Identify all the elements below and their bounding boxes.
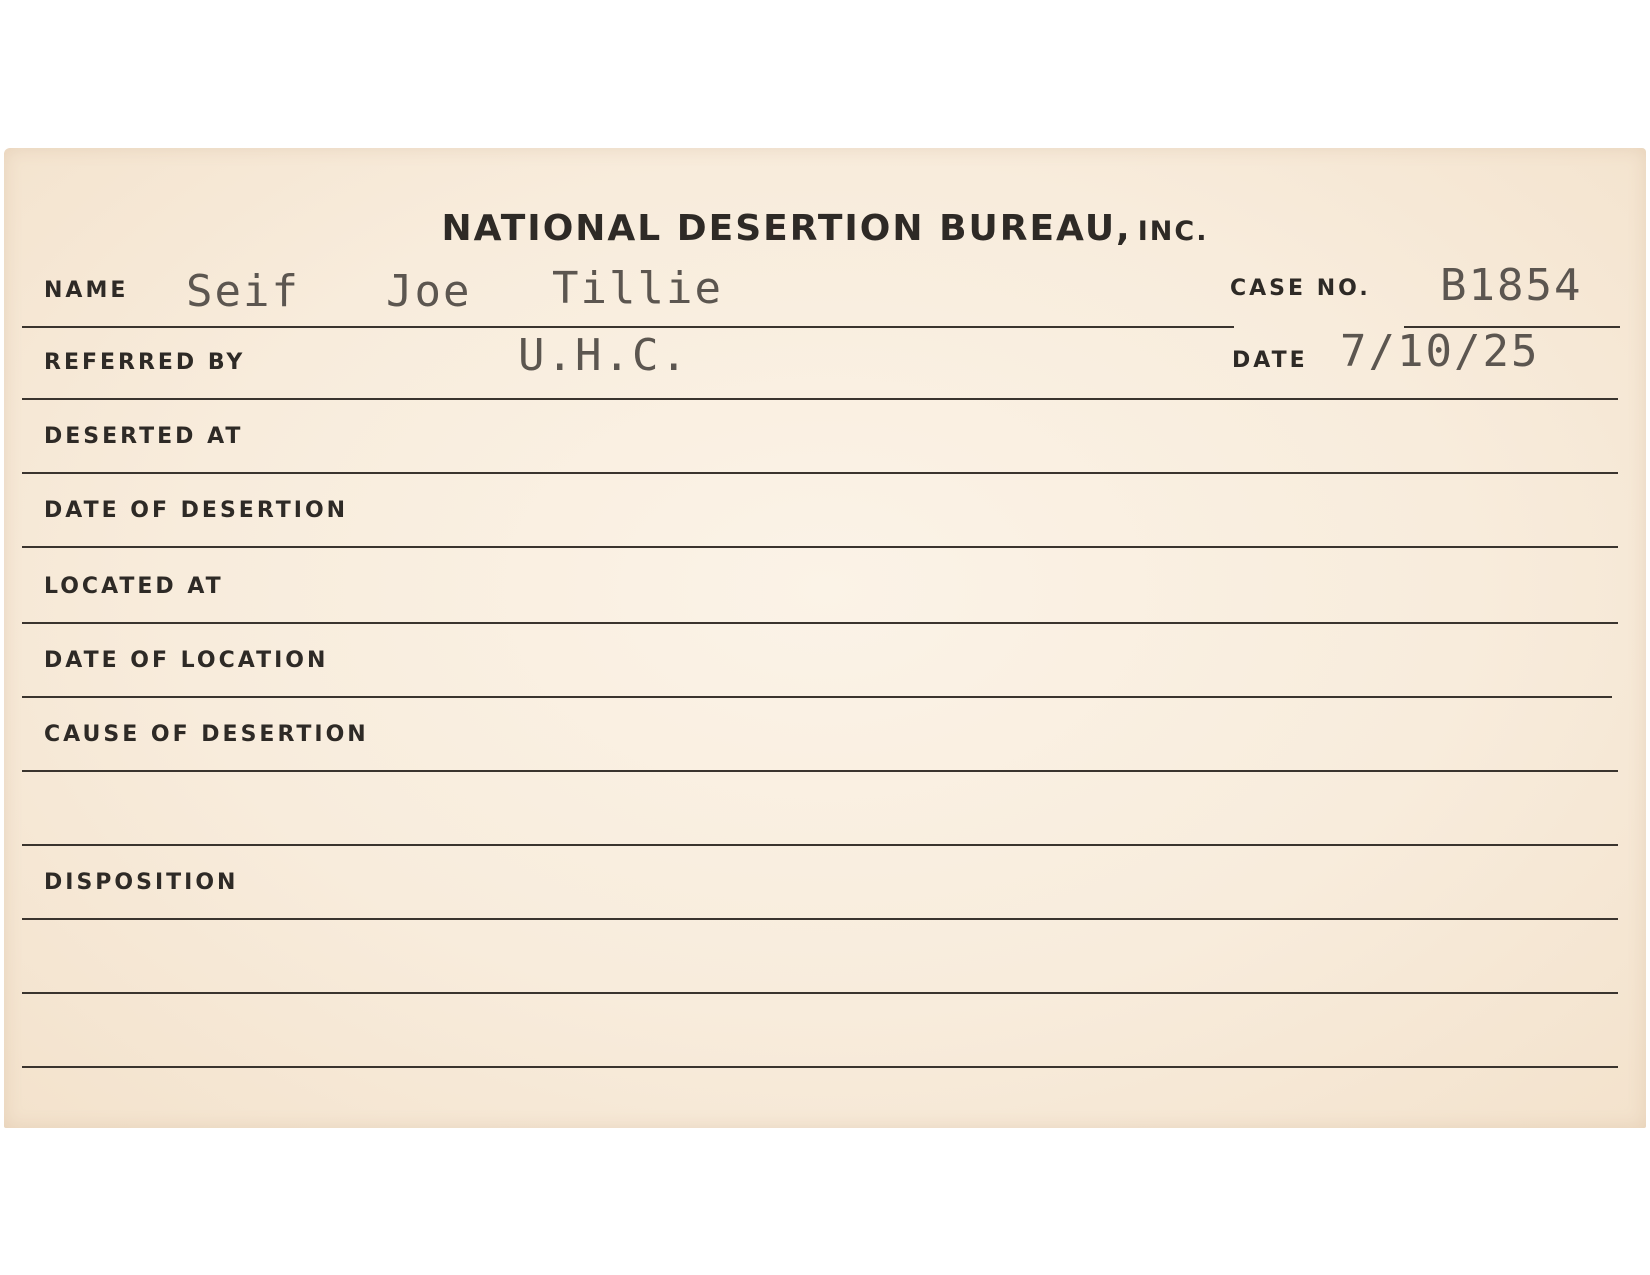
disposition-line-1 <box>22 918 1618 920</box>
case-no-label: CASE NO. <box>1230 276 1371 301</box>
case-no-value: B1854 <box>1440 260 1583 311</box>
name-value-first: Joe <box>386 266 472 317</box>
date-of-location-label: DATE OF LOCATION <box>44 648 329 673</box>
deserted-at-label: DESERTED AT <box>44 424 244 449</box>
cause-of-desertion-line-2 <box>22 844 1618 846</box>
located-at-label: LOCATED AT <box>44 574 224 599</box>
cause-of-desertion-label: CAUSE OF DESERTION <box>44 722 369 747</box>
desertion-record-card <box>4 148 1646 1128</box>
cause-of-desertion-line-1 <box>22 770 1618 772</box>
date-label: DATE <box>1232 348 1308 373</box>
referred-by-line <box>22 398 1618 400</box>
referred-by-value: U.H.C. <box>518 330 689 381</box>
disposition-line-2 <box>22 992 1618 994</box>
located-at-line <box>22 622 1618 624</box>
name-value-surname: Seif <box>186 266 300 317</box>
date-of-location-line <box>22 696 1612 698</box>
card-title-suffix: INC. <box>1137 216 1209 247</box>
disposition-line-3 <box>22 1066 1618 1068</box>
card-title-text: NATIONAL DESERTION BUREAU, <box>441 208 1132 249</box>
referred-by-label: REFERRED BY <box>44 350 246 375</box>
date-value: 7/10/25 <box>1340 326 1540 377</box>
deserted-at-line <box>22 472 1618 474</box>
card-title <box>4 208 1646 249</box>
name-value-spouse: Tillie <box>552 263 723 314</box>
name-line <box>22 326 1234 328</box>
disposition-label: DISPOSITION <box>44 870 239 895</box>
name-label: NAME <box>44 278 129 303</box>
date-of-desertion-line <box>22 546 1618 548</box>
date-of-desertion-label: DATE OF DESERTION <box>44 498 349 523</box>
